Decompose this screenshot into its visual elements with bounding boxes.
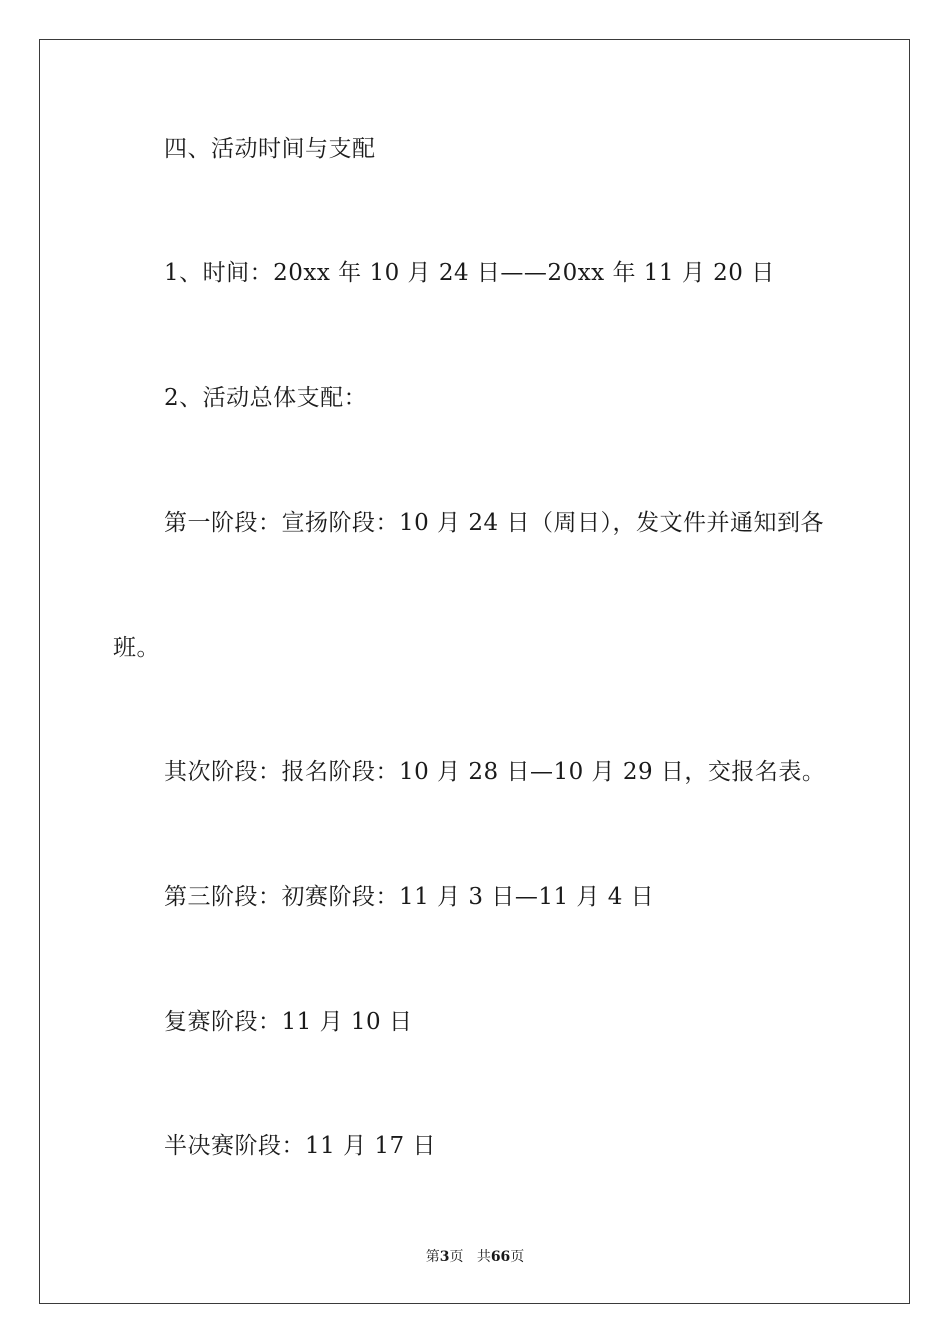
stage-one-continuation: 班。 <box>113 635 160 661</box>
footer-total-pages: 66 <box>490 1249 511 1265</box>
footer-prefix: 第 <box>425 1249 440 1265</box>
page-footer <box>0 1247 950 1267</box>
page-border <box>39 39 910 1304</box>
rematch-line: 复赛阶段：11 月 10 日 <box>164 1009 413 1035</box>
stage-two-line: 其次阶段：报名阶段：10 月 28 日—10 月 29 日，交报名表。 <box>164 759 826 785</box>
time-line: 1、时间：20xx 年 10 月 24 日——20xx 年 11 月 20 日 <box>164 260 775 286</box>
stage-one-line: 第一阶段：宣扬阶段：10 月 24 日（周日），发文件并通知到各 <box>164 510 824 536</box>
footer-total-unit: 页 <box>510 1249 525 1265</box>
semifinal-line: 半决赛阶段：11 月 17 日 <box>164 1133 436 1159</box>
overall-plan-heading: 2、活动总体支配： <box>164 385 368 411</box>
footer-page-unit: 页 <box>449 1249 464 1265</box>
stage-three-line: 第三阶段：初赛阶段：11 月 3 日—11 月 4 日 <box>164 884 655 910</box>
section-heading: 四、活动时间与支配 <box>164 136 376 162</box>
footer-current-page: 3 <box>439 1249 450 1265</box>
footer-total-prefix: 共 <box>476 1249 491 1265</box>
